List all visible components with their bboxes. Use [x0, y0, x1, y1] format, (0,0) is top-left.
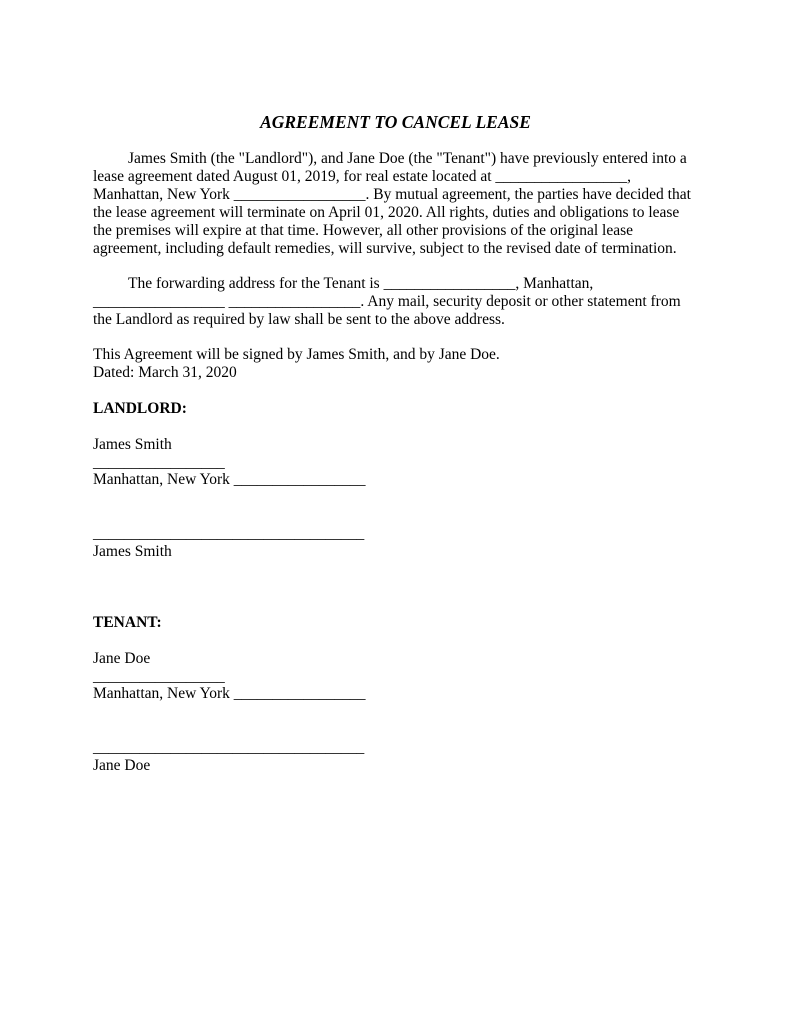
tenant-signature-name: Jane Doe	[93, 757, 151, 774]
dated-line: Dated: March 31, 2020	[93, 364, 237, 381]
paragraph1-line-5: the premises will expire at that time. However, all other provisions of the original lease	[93, 222, 634, 239]
tenant-heading: TENANT:	[93, 614, 162, 631]
signing-statement: This Agreement will be signed by James Smith, and by Jane Doe.	[93, 346, 500, 363]
tenant-signature-line: ___________________________________	[93, 739, 365, 756]
landlord-name: James Smith	[93, 436, 172, 453]
landlord-heading: LANDLORD:	[93, 400, 187, 417]
tenant-name: Jane Doe	[93, 650, 151, 667]
landlord-signature-name: James Smith	[93, 543, 172, 560]
paragraph1-line-6: agreement, including default remedies, will survive, subject to the revised date of termination.	[93, 240, 677, 257]
landlord-signature-line: ___________________________________	[93, 525, 365, 542]
paragraph1-line-2: lease agreement dated August 01, 2019, for real estate located at _________________,	[93, 168, 632, 185]
document-title: AGREEMENT TO CANCEL LEASE	[260, 112, 531, 132]
tenant-address: Manhattan, New York _________________	[93, 685, 366, 702]
landlord-short-line: _________________	[93, 454, 225, 471]
paragraph2-line-2: _________________ _________________. Any mail, security deposit or other statement from	[93, 293, 681, 310]
paragraph1-line-3: Manhattan, New York _________________. By mutual agreement, the parties have decided that	[93, 186, 691, 203]
landlord-address: Manhattan, New York _________________	[93, 471, 366, 488]
paragraph2-line-1: The forwarding address for the Tenant is _________________, Manhattan,	[128, 275, 594, 292]
paragraph2-line-3: the Landlord as required by law shall be sent to the above address.	[93, 311, 505, 328]
paragraph1-line-4: the lease agreement will terminate on April 01, 2020. All rights, duties and obligations to lease	[93, 204, 680, 221]
tenant-short-line: _________________	[93, 668, 225, 685]
paragraph1-line-1: James Smith (the "Landlord"), and Jane Doe (the "Tenant") have previously entered into a	[128, 150, 687, 167]
